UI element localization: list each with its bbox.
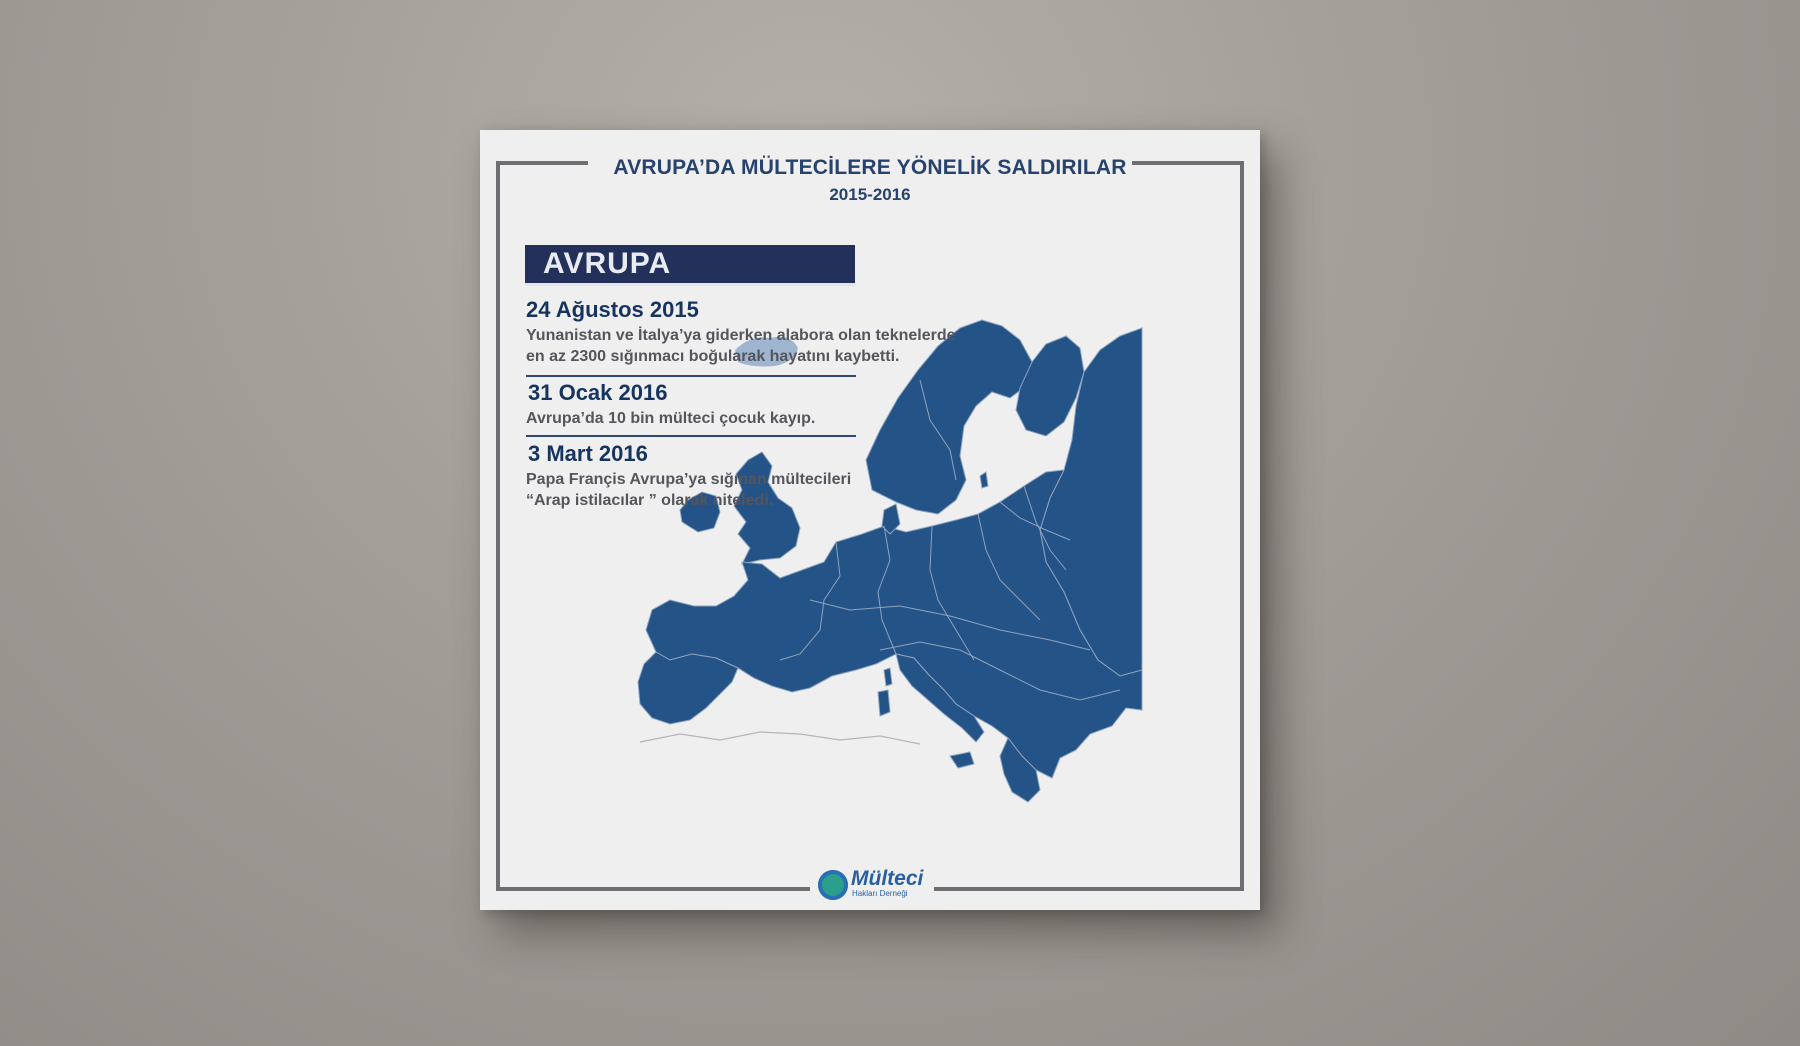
event-date: 3 Mart 2016 (528, 441, 648, 466)
logo-subline: Hakları Derneği (852, 889, 908, 898)
event-description-line: Papa Françis Avrupa’ya sığınan mültecileri (526, 471, 852, 488)
region-label: AVRUPA (543, 247, 672, 280)
frame-bottom-left (496, 887, 810, 891)
region-banner (525, 245, 855, 286)
africa-coastline (640, 732, 920, 744)
event-date: 24 Ağustos 2015 (526, 297, 699, 322)
logo-name: Mülteci (851, 867, 924, 890)
event-separator (526, 435, 856, 437)
infographic-card (480, 130, 1260, 910)
sicily-shape (950, 752, 974, 768)
frame-bottom-right (934, 887, 1244, 891)
corsica-shape (884, 668, 892, 686)
globe-icon (818, 870, 848, 900)
event-description-line: Avrupa’da 10 bin mülteci çocuk kayıp. (526, 410, 816, 427)
event-description-line: en az 2300 sığınmacı boğularak hayatını kaybetti. (526, 348, 900, 365)
event-separator (526, 375, 856, 377)
poster-subtitle: 2015-2016 (829, 185, 911, 204)
frame-right (1240, 161, 1244, 891)
event-date: 31 Ocak 2016 (528, 380, 668, 405)
sardinia-shape (878, 690, 890, 716)
iberia-shape (638, 652, 738, 724)
event-description-line: “Arap istilacılar ” olarak niteledi. (526, 492, 774, 509)
event-description-line: Yunanistan ve İtalya’ya giderken alabora olan teknelerde (526, 327, 956, 344)
poster-title: AVRUPA’DA MÜLTECİLERE YÖNELİK SALDIRILAR (613, 156, 1127, 179)
gotland-shape (980, 472, 988, 488)
organization-logo (818, 867, 926, 903)
frame-left (496, 161, 500, 891)
